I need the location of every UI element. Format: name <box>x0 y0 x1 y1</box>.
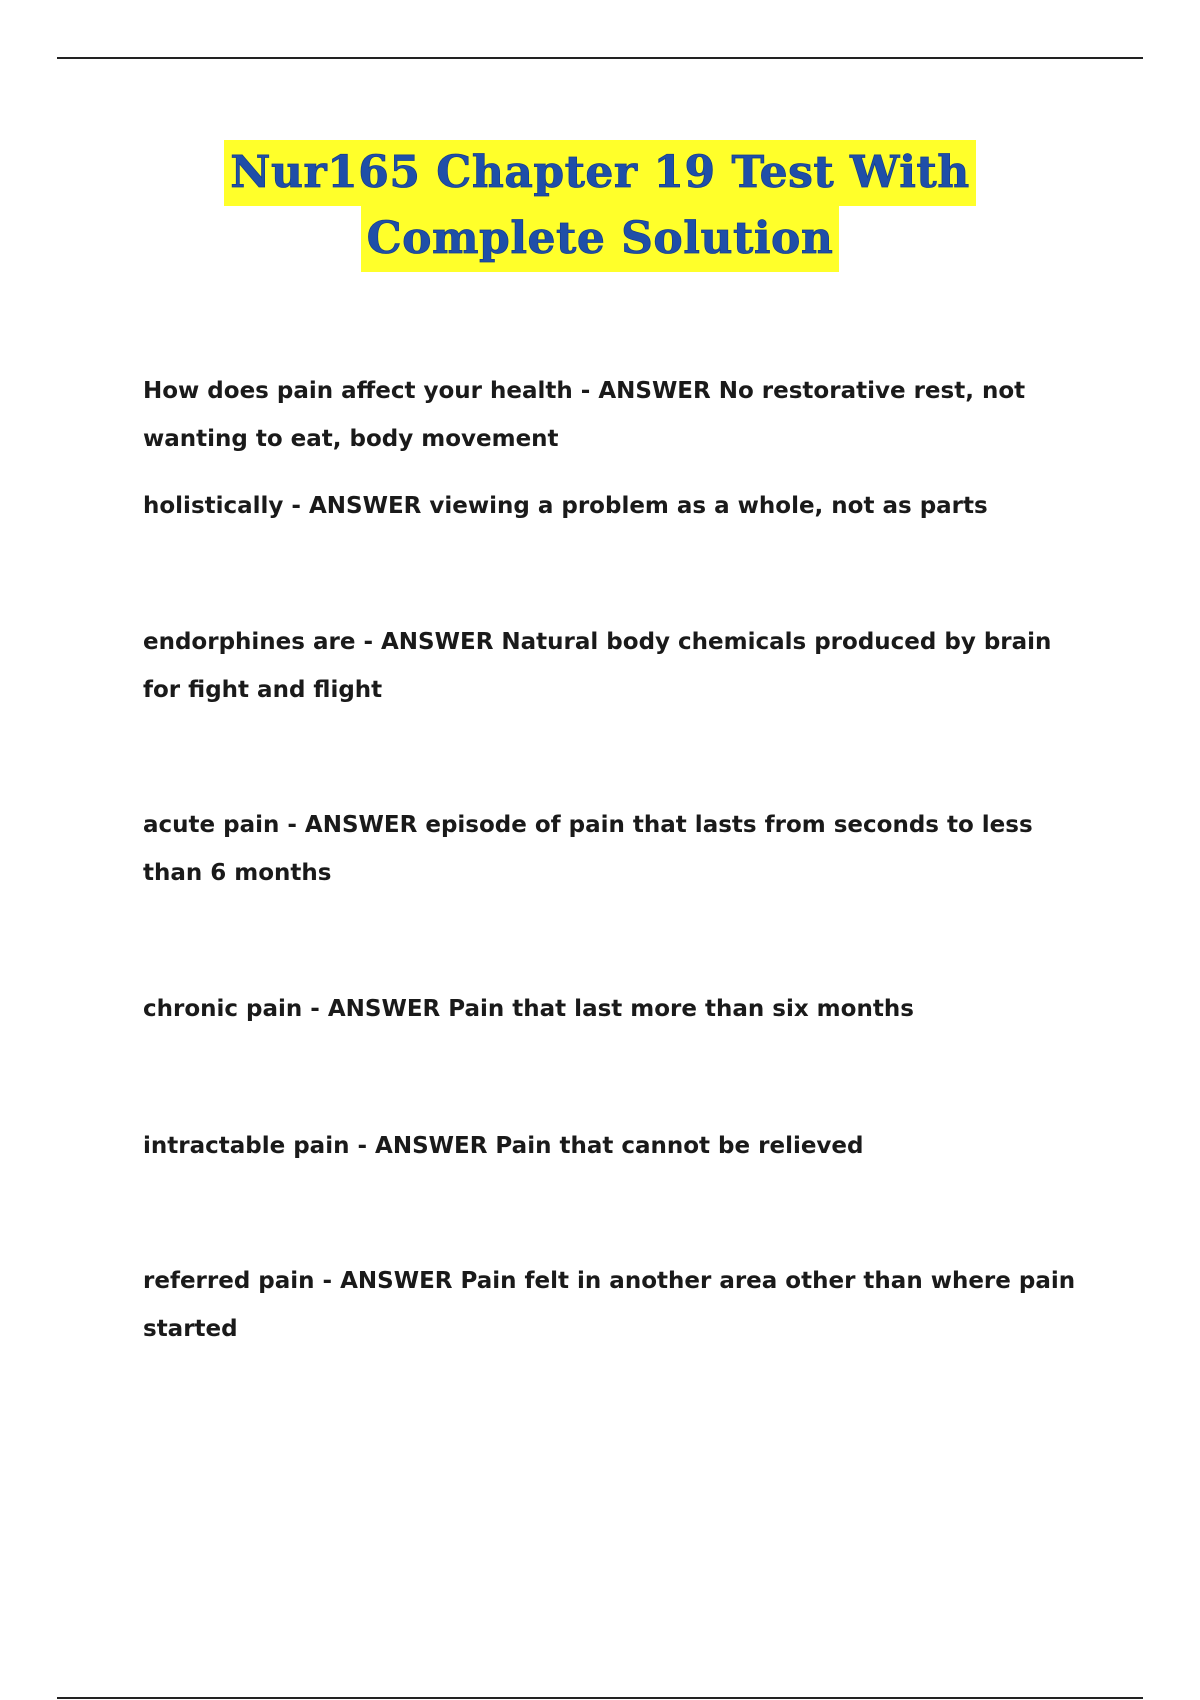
qa-entry-intractable-pain: intractable pain - ANSWER Pain that cannot be relieved <box>143 1133 864 1159</box>
qa-entry-holistically: holistically - ANSWER viewing a problem as a whole, not as parts <box>143 493 988 519</box>
qa-entry-endorphines: endorphines are - ANSWER Natural body chemicals produced by brain for fight and flight <box>143 629 1052 703</box>
qa-entry-chronic-pain: chronic pain - ANSWER Pain that last more than six months <box>143 996 914 1022</box>
qa-entry-pain-health: How does pain affect your health - ANSWER No restorative rest, not wanting to eat, body movement <box>143 378 1026 452</box>
footer-rule <box>57 1697 1143 1699</box>
title-line-1: Nur165 Chapter 19 Test With <box>224 140 975 206</box>
document-title <box>0 140 1200 272</box>
qa-entry-referred-pain: referred pain - ANSWER Pain felt in another area other than where pain started <box>143 1268 1076 1342</box>
qa-entry-acute-pain: acute pain - ANSWER episode of pain that lasts from seconds to less than 6 months <box>143 812 1033 886</box>
title-line-2: Complete Solution <box>361 206 840 272</box>
header-rule <box>57 57 1143 59</box>
